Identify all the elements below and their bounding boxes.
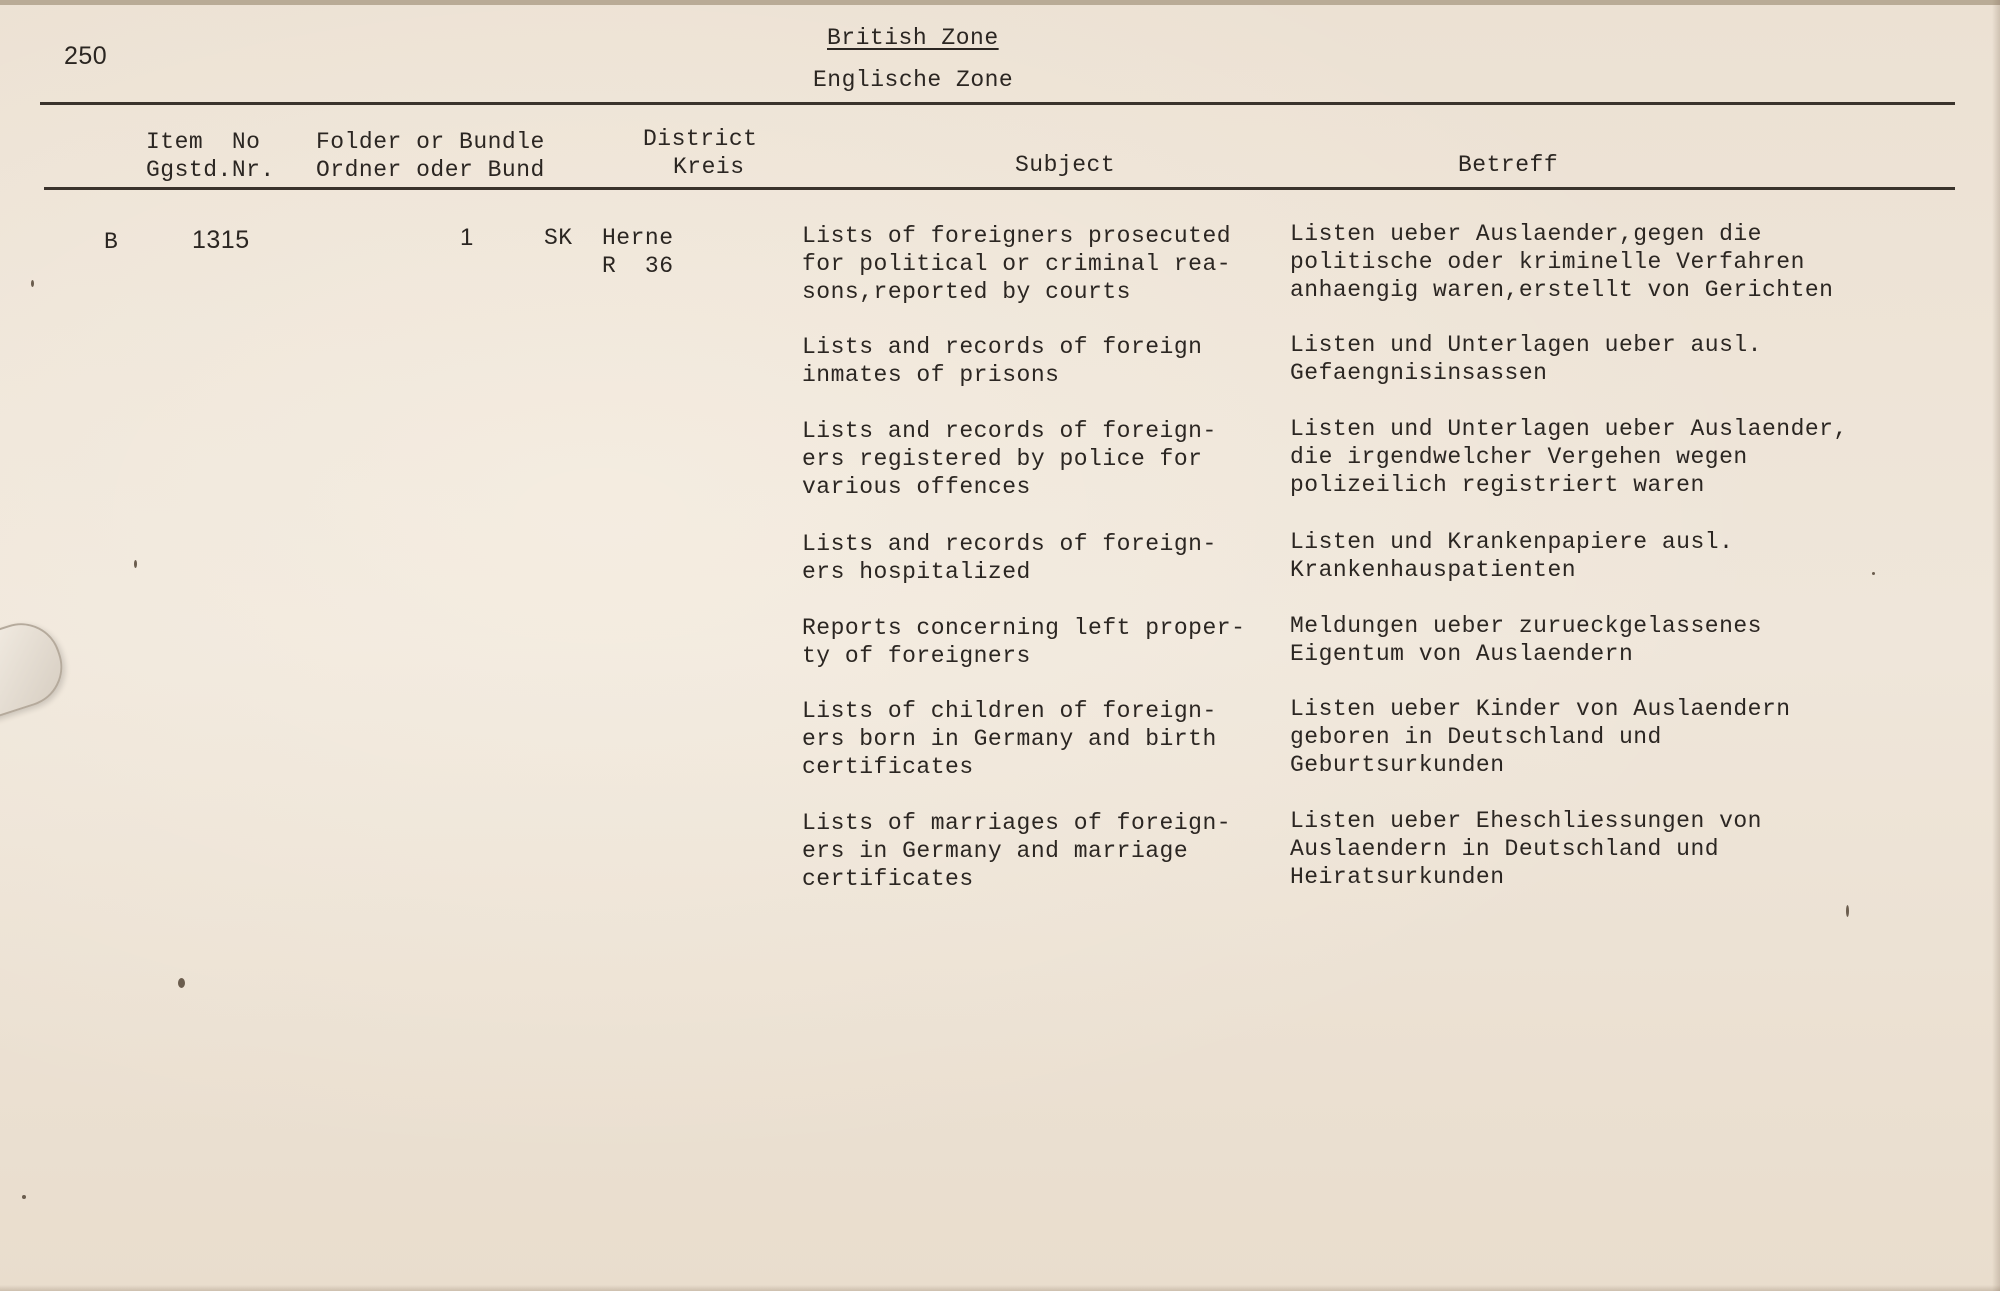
entry-betreff (1290, 415, 1930, 499)
header-bottom-rule (44, 187, 1955, 190)
paper-speck (1846, 905, 1849, 917)
entry-betreff-line: Auslaendern in Deutschland und (1290, 836, 1720, 862)
entry-betreff (1290, 695, 1930, 779)
entry-subject (802, 417, 1282, 501)
entry-subject-line: Lists and records of foreign- (802, 418, 1217, 444)
page-right-edge (1992, 0, 2000, 1291)
record-section: B (104, 229, 119, 255)
column-header-item-de: Ggstd.Nr. (146, 157, 275, 183)
entry-betreff-line: Listen ueber Auslaender,gegen die (1290, 221, 1762, 247)
paper-speck (31, 280, 34, 287)
entry-subject-line: Lists and records of foreign- (802, 531, 1217, 557)
record-district-prefix: SK (544, 225, 573, 251)
entry-subject (802, 530, 1282, 586)
entry-subject (802, 809, 1282, 893)
record-folder: 1 (460, 224, 474, 251)
record-item-number: 1315 (192, 226, 250, 254)
entry-subject-line: ers registered by police for (802, 446, 1203, 472)
header-top-rule (40, 102, 1955, 105)
entry-subject-line: Lists and records of foreign (802, 334, 1203, 360)
column-header-district-en: District (643, 126, 758, 152)
index-tab-marker (0, 613, 73, 721)
column-header-folder-en: Folder or Bundle (316, 129, 545, 155)
page-title: British Zone (827, 25, 999, 51)
entry-betreff (1290, 612, 1930, 668)
entry-subject-line: for political or criminal rea- (802, 251, 1232, 277)
entry-subject-line: Lists of marriages of foreign- (802, 810, 1232, 836)
entry-betreff (1290, 220, 1930, 304)
entry-subject (802, 614, 1282, 670)
record-reference: R 36 (602, 253, 674, 279)
entry-subject-line: Lists of foreigners prosecuted (802, 223, 1232, 249)
column-header-item (146, 128, 275, 184)
entry-subject (802, 697, 1282, 781)
entry-subject (802, 333, 1282, 389)
paper-speck (22, 1195, 26, 1199)
column-header-subject: Subject (1015, 152, 1116, 178)
column-header-item-en: Item No (146, 129, 261, 155)
entry-betreff-line: politische oder kriminelle Verfahren (1290, 249, 1805, 275)
entry-betreff-line: geboren in Deutschland und (1290, 724, 1662, 750)
page-subtitle: Englische Zone (813, 67, 1014, 93)
entry-betreff-line: anhaengig waren,erstellt von Gerichten (1290, 277, 1834, 303)
paper-speck (178, 978, 185, 988)
entry-subject-line: ers in Germany and marriage (802, 838, 1189, 864)
entry-betreff (1290, 528, 1930, 584)
page-top-edge (0, 0, 2000, 5)
entry-betreff-line: Meldungen ueber zurueckgelassenes (1290, 613, 1762, 639)
entry-subject (802, 222, 1282, 306)
entry-betreff-line: Heiratsurkunden (1290, 864, 1505, 890)
entry-subject-line: sons,reported by courts (802, 279, 1131, 305)
entry-subject-line: ers born in Germany and birth (802, 726, 1217, 752)
column-header-betreff: Betreff (1458, 152, 1559, 178)
entry-subject-line: various offences (802, 474, 1031, 500)
entry-betreff-line: Listen und Unterlagen ueber Auslaender, (1290, 416, 1848, 442)
page-bottom-edge (0, 1285, 2000, 1291)
entry-betreff-line: Krankenhauspatienten (1290, 557, 1577, 583)
entry-betreff-line: Geburtsurkunden (1290, 752, 1505, 778)
entry-betreff (1290, 331, 1930, 387)
entry-subject-line: ers hospitalized (802, 559, 1031, 585)
entry-betreff-line: Gefaengnisinsassen (1290, 360, 1548, 386)
column-header-district-de: Kreis (673, 154, 745, 180)
entry-subject-line: Reports concerning left proper- (802, 615, 1246, 641)
entry-betreff-line: Listen und Unterlagen ueber ausl. (1290, 332, 1762, 358)
record-district: Herne (602, 225, 674, 251)
entry-betreff-line: Listen ueber Kinder von Auslaendern (1290, 696, 1791, 722)
page-number: 250 (64, 42, 108, 70)
entry-subject-line: Lists of children of foreign- (802, 698, 1217, 724)
paper-speck (1872, 572, 1875, 575)
entry-subject-line: ty of foreigners (802, 643, 1031, 669)
column-header-folder (316, 128, 545, 184)
entry-betreff-line: die irgendwelcher Vergehen wegen (1290, 444, 1748, 470)
entry-betreff-line: polizeilich registriert waren (1290, 472, 1705, 498)
entry-betreff-line: Listen und Krankenpapiere ausl. (1290, 529, 1734, 555)
entry-betreff-line: Listen ueber Eheschliessungen von (1290, 808, 1762, 834)
entry-subject-line: certificates (802, 866, 974, 892)
entry-subject-line: certificates (802, 754, 974, 780)
entry-betreff (1290, 807, 1930, 891)
paper-speck (134, 560, 137, 568)
column-header-folder-de: Ordner oder Bund (316, 157, 545, 183)
entry-betreff-line: Eigentum von Auslaendern (1290, 641, 1634, 667)
column-header-district (643, 125, 757, 181)
entry-subject-line: inmates of prisons (802, 362, 1060, 388)
